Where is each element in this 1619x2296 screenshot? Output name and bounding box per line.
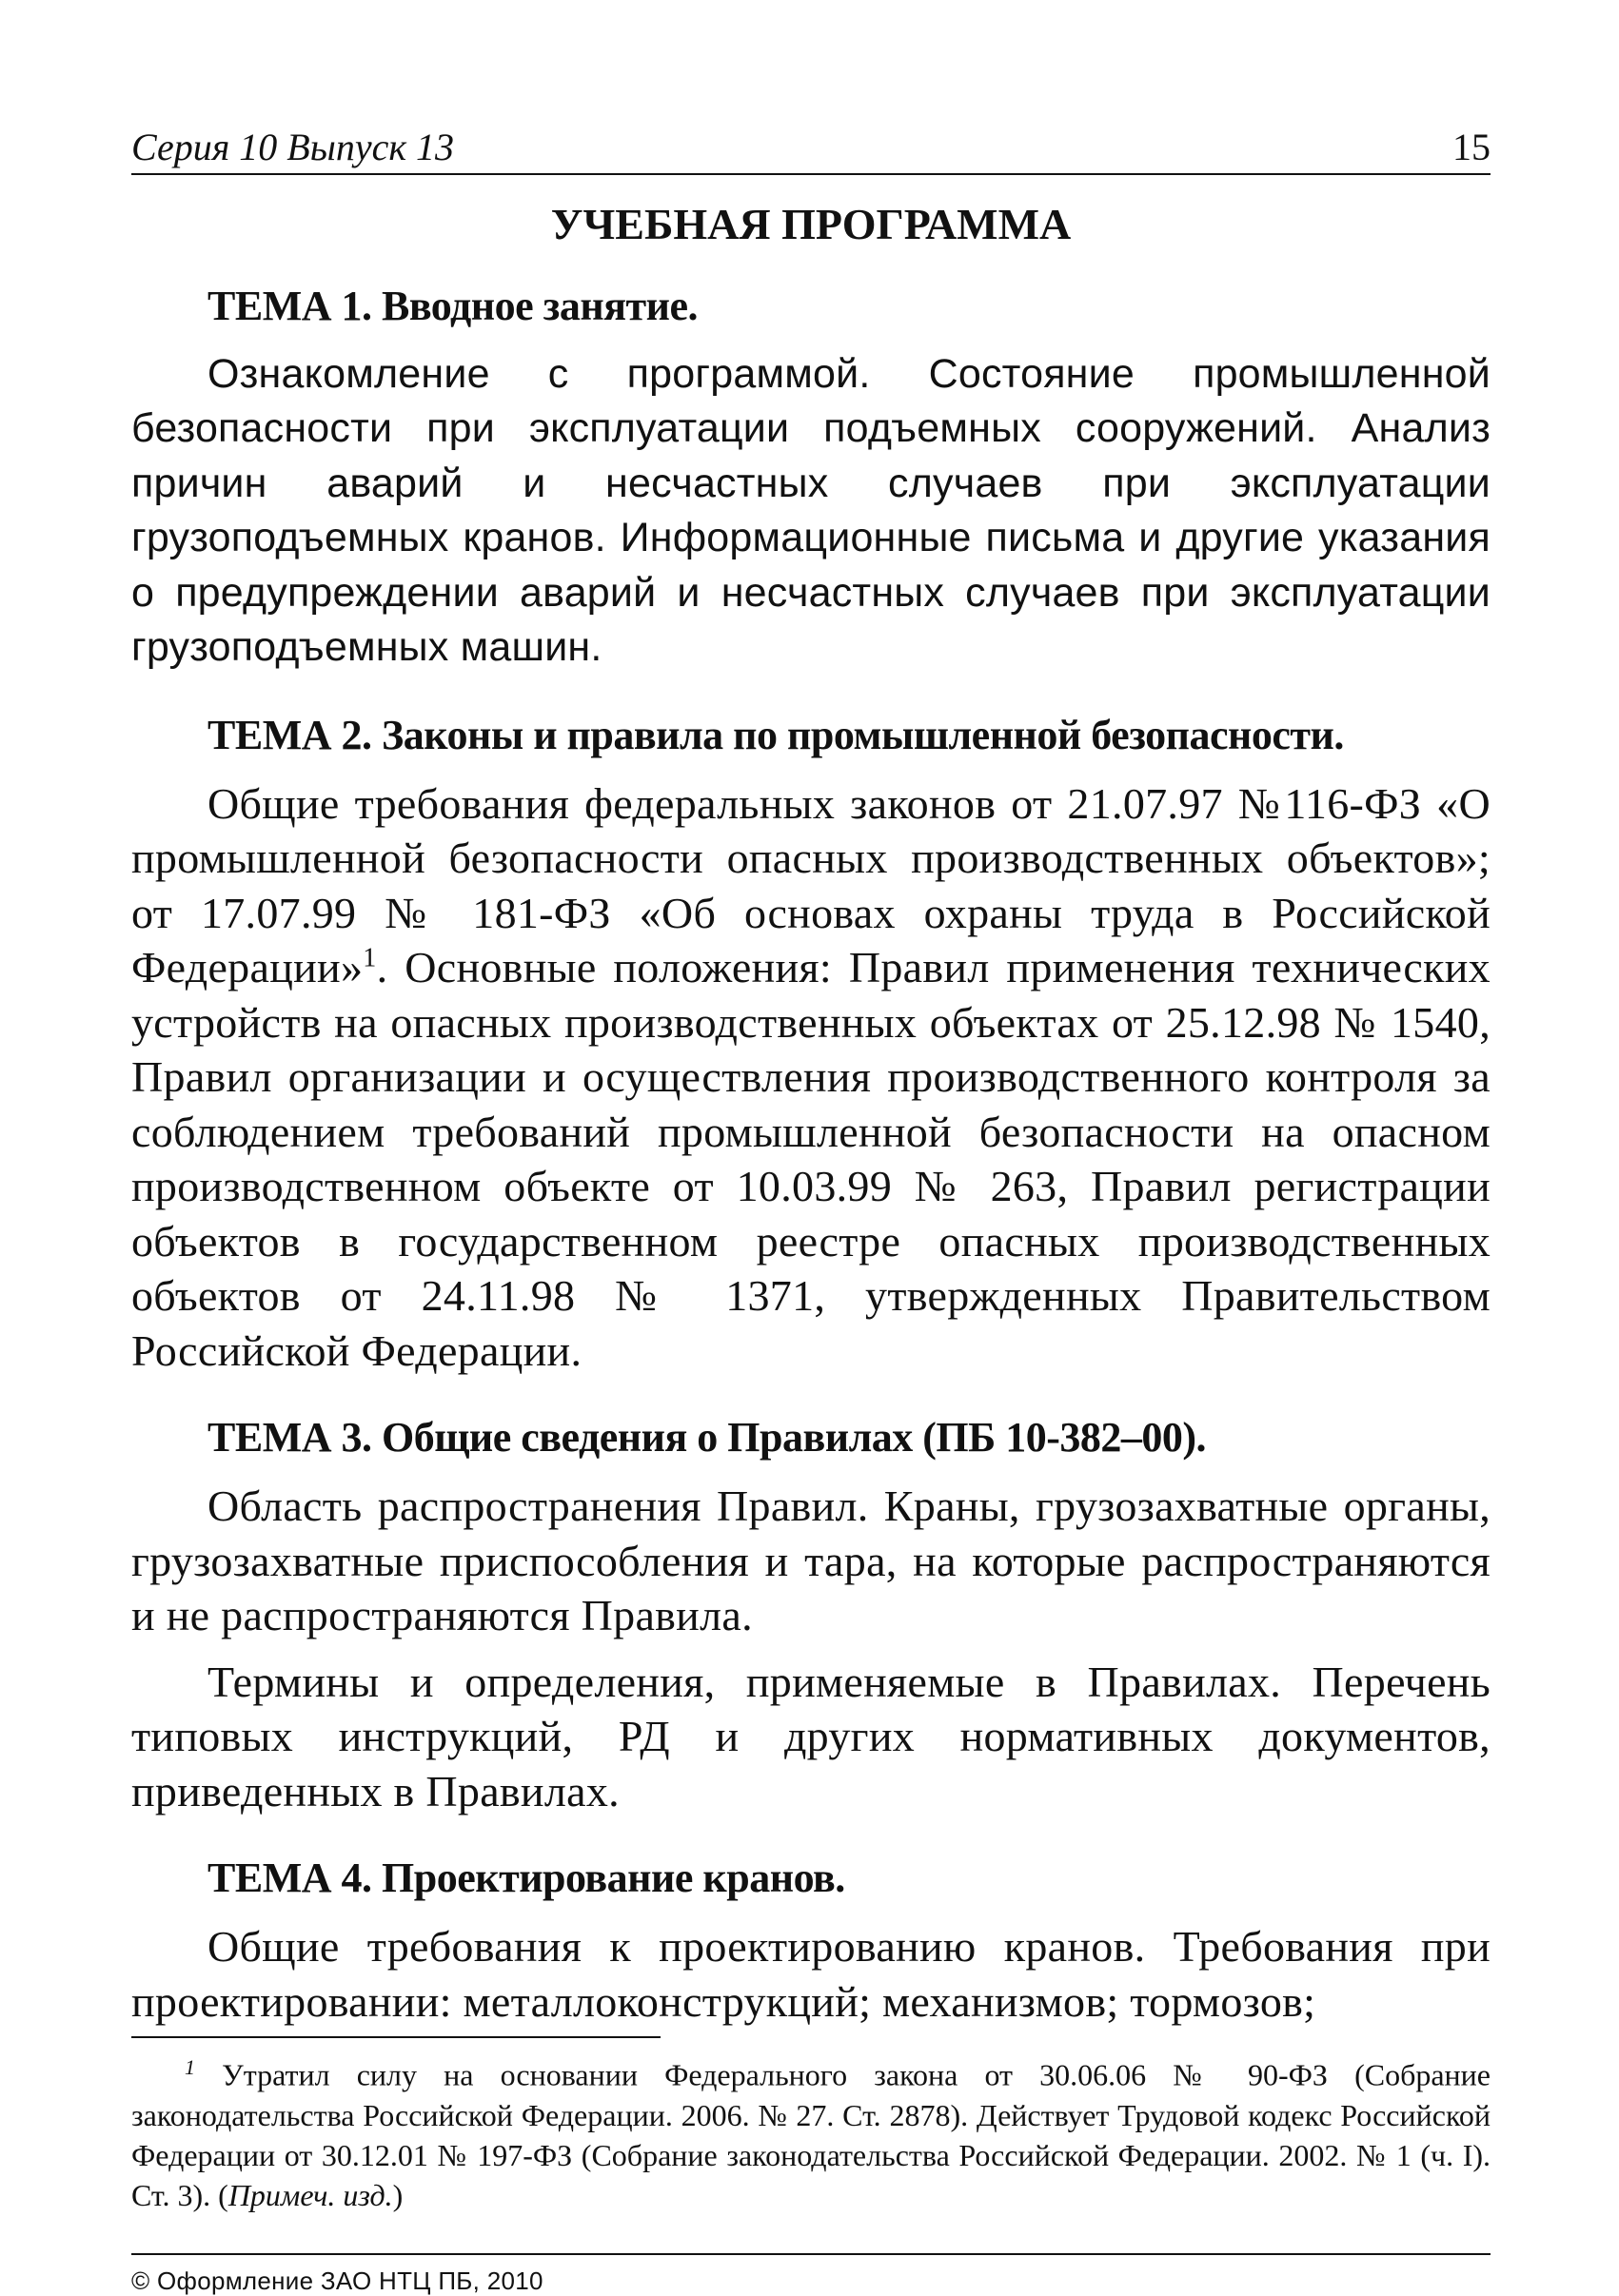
series-label: Серия 10 Выпуск 13 (131, 126, 455, 168)
page-title: УЧЕБНАЯ ПРОГРАММА (550, 200, 1072, 248)
footnote-reference: 1 (363, 944, 377, 974)
topic-2-text-a: Общие требования федеральных законов от 21.07.97 №116-ФЗ «О промышленной безопасности опасных производственных объектов»; от 17.07.99 № 181-ФЗ «Об основах охраны труда в Российской Федерации» (131, 778, 1491, 992)
footnote-close: ) (392, 2178, 404, 2213)
footnote-mark: 1 (185, 2055, 195, 2080)
topic-3-text-2: Термины и определения, применяемые в Правилах. Перечень типовых инструкций, РД и других нормативных документов, приведенных в Правилах. (131, 1657, 1491, 1815)
topic-2-text-b: . Основные положения: Правил применения технических устройств на опасных производственных объектах от 25.12.98 № 1540, Правил организации и осуществления производственного контроля за соблюдением требований промышленной безопасности на опасном производственном объекте от 10.03.99 № 263, Правил регистрации объектов в государственном реестре опасных производственных объектов от 24.11.98 № 1371, утвержденных Правительством Российской Федерации. (131, 943, 1491, 1375)
copyright-divider (131, 2253, 1491, 2255)
topic-1-heading: ТЕМА 1. Вводное занятие. (207, 282, 699, 329)
topic-1-text: Ознакомление с программой. Состояние промышленной безопасности при эксплуатации подъемных сооружений. Анализ причин аварий и несчастных случаев при эксплуатации грузоподъемных кранов. Информационные письма и другие указания о предупреждении аварий и несчастных случаев при эксплуатации грузоподъемных машин. (131, 350, 1491, 671)
copyright-line: © Оформление ЗАО НТЦ ПБ, 2010 (131, 2267, 543, 2296)
topic-3-heading: ТЕМА 3. Общие сведения о Правилах (ПБ 10-382–00). (207, 1414, 1207, 1462)
footnote (131, 2048, 1491, 2215)
document-page (131, 124, 1491, 2296)
topic-4-text: Общие требования к проектированию кранов. Требования при проектировании: металлоконструкций; механизмов; тормозов; (131, 1922, 1491, 2026)
running-header (131, 124, 1491, 175)
topic-3-text-1: Область распространения Правил. Краны, грузозахватные органы, грузозахватные приспособления и тара, на которые распространяются и не распространяются Правила. (131, 1482, 1491, 1640)
topic-2-heading: ТЕМА 2. Законы и правила по промышленной безопасности. (207, 711, 1344, 758)
footnote-italic-note: Примеч. изд. (227, 2178, 393, 2213)
footnote-divider (131, 2036, 661, 2038)
footnote-text: Утратил силу на основании Федерального закона от 30.06.06 № 90-ФЗ (Собрание законодательства Российской Федерации. 2006. № 27. Ст. 2878). Действует Трудовой кодекс Российской Федерации от 30.12.01 № 197-ФЗ (Собрание законодательства Российской Федерации. 2002. № 1 (ч. I). Ст. 3). ( (131, 2058, 1491, 2213)
topic-2-text (131, 776, 1491, 1379)
page-number: 15 (1452, 126, 1491, 168)
topic-4-heading: ТЕМА 4. Проектирование кранов. (207, 1854, 845, 1902)
